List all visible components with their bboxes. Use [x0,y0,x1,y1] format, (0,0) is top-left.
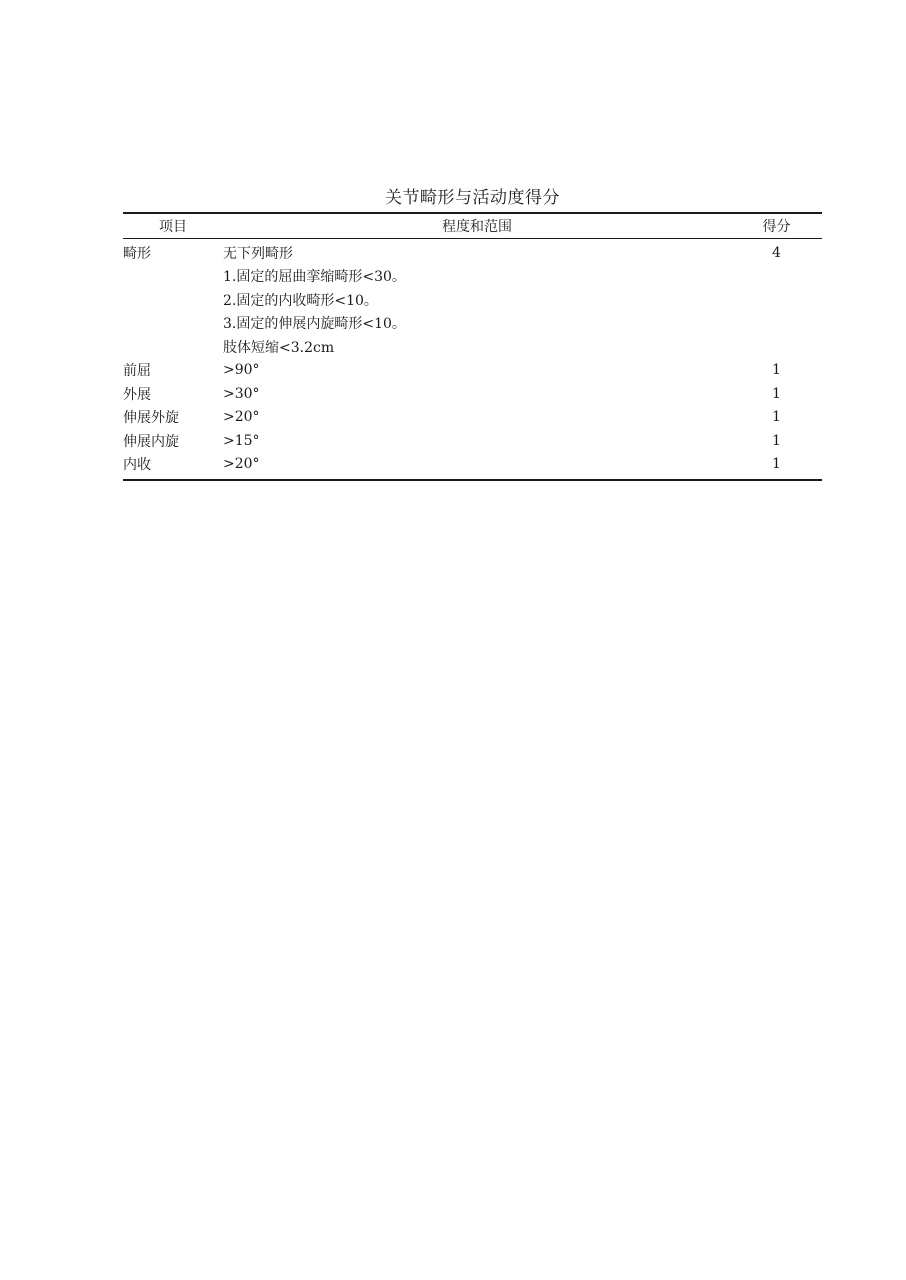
row-range: 2.固定的内收畸形<10。 [223,292,378,309]
row-range: >20° [223,409,260,426]
row-score [731,312,822,336]
table-row [123,265,822,289]
row-item [123,265,223,289]
row-score: 1 [772,456,781,473]
row-item: 伸展内旋 [123,433,179,450]
table-row [123,429,822,453]
row-range: 1.固定的屈曲挛缩畸形<30。 [223,269,406,286]
table-row [123,359,822,383]
row-item: 畸形 [123,245,151,262]
table-row [123,239,822,265]
table-header-row [123,213,822,239]
header-item: 项目 [159,219,187,235]
row-item: 外展 [123,386,151,403]
row-item: 内收 [123,457,151,474]
row-score [731,335,822,359]
score-table-section [123,186,822,481]
row-score [731,265,822,289]
header-score: 得分 [762,219,791,235]
row-score: 1 [772,362,781,379]
row-score: 4 [772,244,781,261]
row-range: 无下列畸形 [223,245,293,262]
row-item: 伸展外旋 [123,410,179,427]
table-row [123,288,822,312]
row-score: 1 [772,432,781,449]
table-row [123,312,822,336]
row-item [123,335,223,359]
joint-score-table [123,212,822,481]
row-score [731,288,822,312]
row-item [123,312,223,336]
table-row [123,406,822,430]
row-range: >90° [223,362,260,379]
row-score: 1 [772,385,781,402]
row-range: 肢体短缩<3.2cm [223,339,335,356]
table-row [123,382,822,406]
table-row [123,335,822,359]
row-score: 1 [772,409,781,426]
table-title: 关节畸形与活动度得分 [385,188,560,208]
table-row [123,453,822,481]
row-range: >20° [223,456,260,473]
row-range: 3.固定的伸展内旋畸形<10。 [223,316,406,333]
row-item [123,288,223,312]
row-range: >30° [223,385,260,402]
header-range: 程度和范围 [442,219,512,235]
row-range: >15° [223,432,260,449]
row-item: 前屈 [123,363,151,380]
